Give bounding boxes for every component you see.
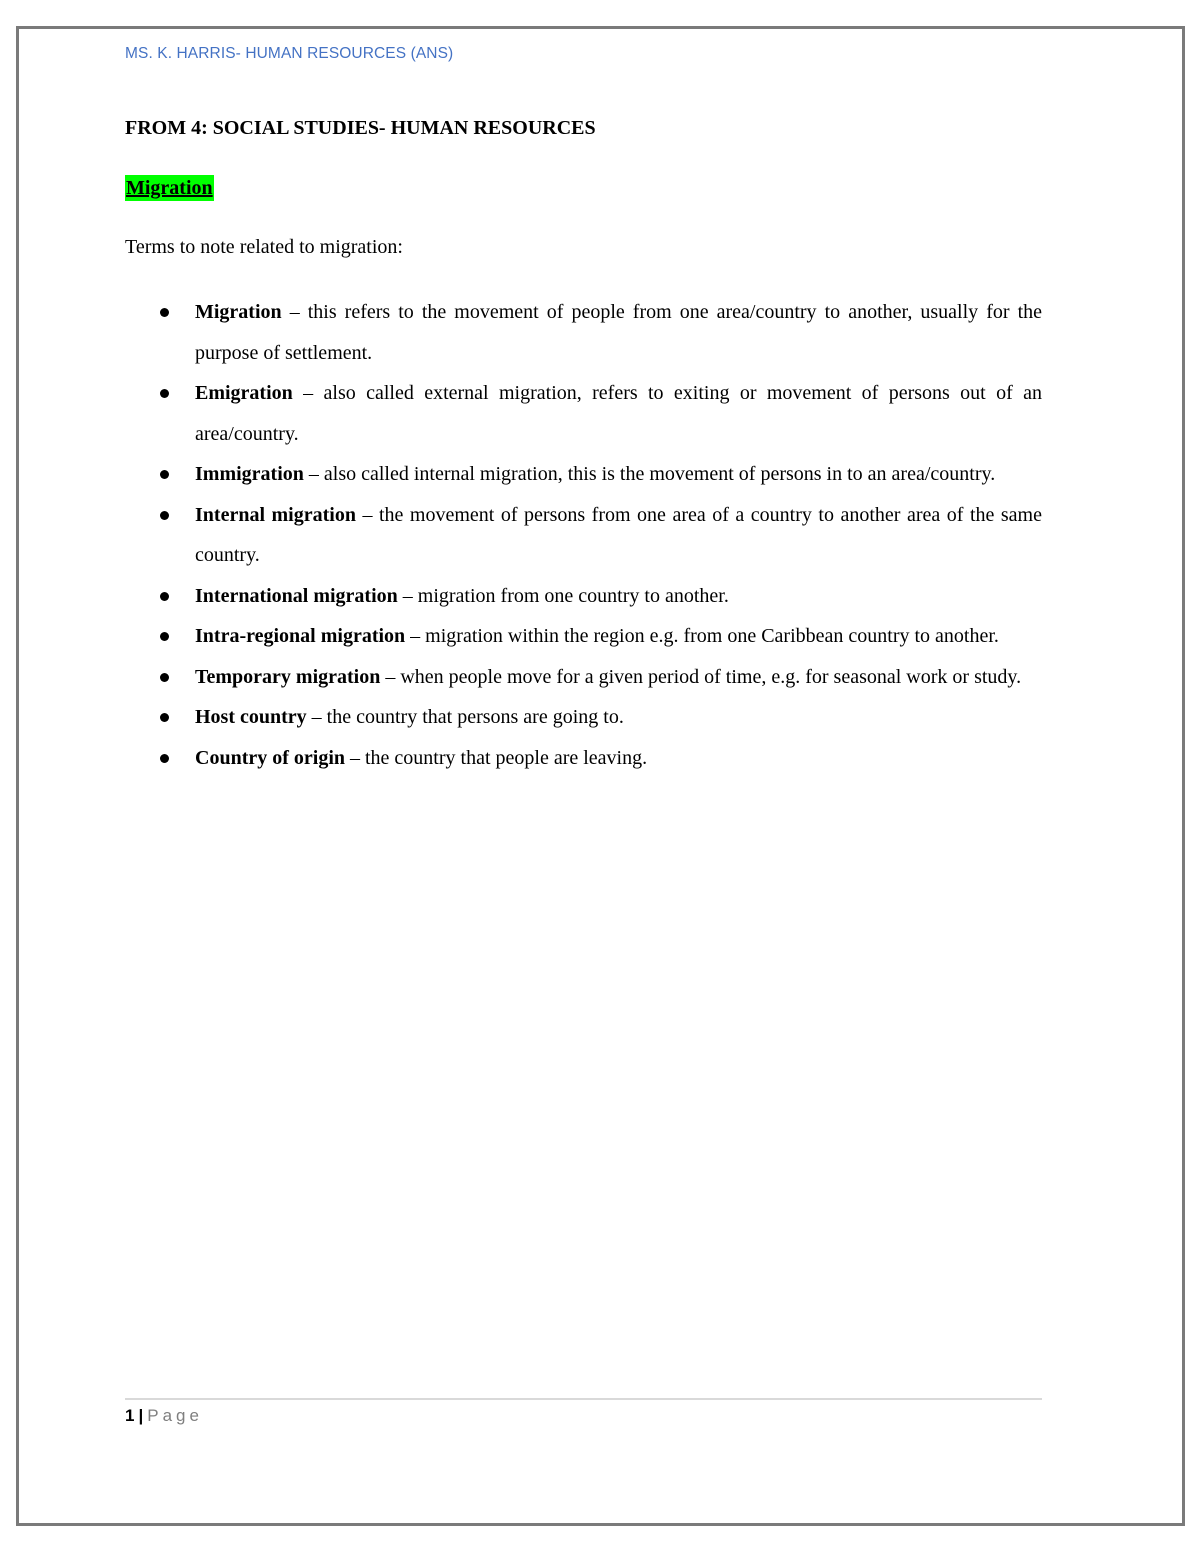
term-definition: – when people move for a given period of time, e.g. for seasonal work or study. xyxy=(380,665,1022,688)
bullet-icon xyxy=(160,632,169,641)
footer-separator: | xyxy=(138,1406,144,1425)
term-definition: – migration within the region e.g. from one Caribbean country to another. xyxy=(405,625,999,647)
term-definition: – this refers to the movement of people from one area/country to another, usually for the purpose of settlement. xyxy=(195,301,1042,364)
page-number: 1 xyxy=(125,1406,135,1425)
term-item xyxy=(125,576,1042,617)
term-name: Temporary migration xyxy=(195,665,381,688)
footer-divider xyxy=(125,1398,1042,1400)
terms-list xyxy=(125,292,1042,778)
term-item xyxy=(125,738,1042,779)
term-definition: – also called internal migration, this is the movement of persons in to an area/country. xyxy=(303,463,996,485)
term-item xyxy=(125,495,1042,576)
bullet-icon xyxy=(160,389,169,398)
bullet-icon xyxy=(160,511,169,520)
section-heading: Migration xyxy=(126,177,213,199)
intro-text: Terms to note related to migration: xyxy=(125,236,403,258)
bullet-icon xyxy=(160,754,169,763)
term-definition: – migration from one country to another. xyxy=(397,584,729,607)
term-definition: – the country that persons are going to. xyxy=(306,706,624,728)
term-item xyxy=(125,657,1042,698)
term-name: Intra-regional migration xyxy=(195,625,406,647)
term-name: Emigration xyxy=(195,382,293,404)
term-item xyxy=(125,292,1042,373)
term-name: Migration xyxy=(195,301,282,323)
term-definition: – the country that people are leaving. xyxy=(345,746,648,769)
bullet-icon xyxy=(160,592,169,601)
page-footer xyxy=(125,1406,203,1426)
bullet-icon xyxy=(160,308,169,317)
term-definition: – the movement of persons from one area of a country to another area of the same country. xyxy=(195,503,1042,566)
term-definition: – also called external migration, refers to exiting or movement of persons out of an area/country. xyxy=(195,382,1042,445)
document-title: FROM 4: SOCIAL STUDIES- HUMAN RESOURCES xyxy=(125,117,596,139)
term-item xyxy=(125,373,1042,454)
term-item xyxy=(125,454,1042,495)
term-name: Internal migration xyxy=(195,503,356,526)
term-name: Host country xyxy=(195,706,307,728)
bullet-icon xyxy=(160,470,169,479)
term-item xyxy=(125,697,1042,738)
page-label: Page xyxy=(147,1406,203,1425)
bullet-icon xyxy=(160,673,169,682)
term-name: Country of origin xyxy=(195,746,345,769)
bullet-icon xyxy=(160,713,169,722)
term-name: International migration xyxy=(195,584,398,607)
term-item xyxy=(125,616,1042,657)
page-header: MS. K. HARRIS- HUMAN RESOURCES (ANS) xyxy=(125,45,454,62)
term-name: Immigration xyxy=(195,463,304,485)
